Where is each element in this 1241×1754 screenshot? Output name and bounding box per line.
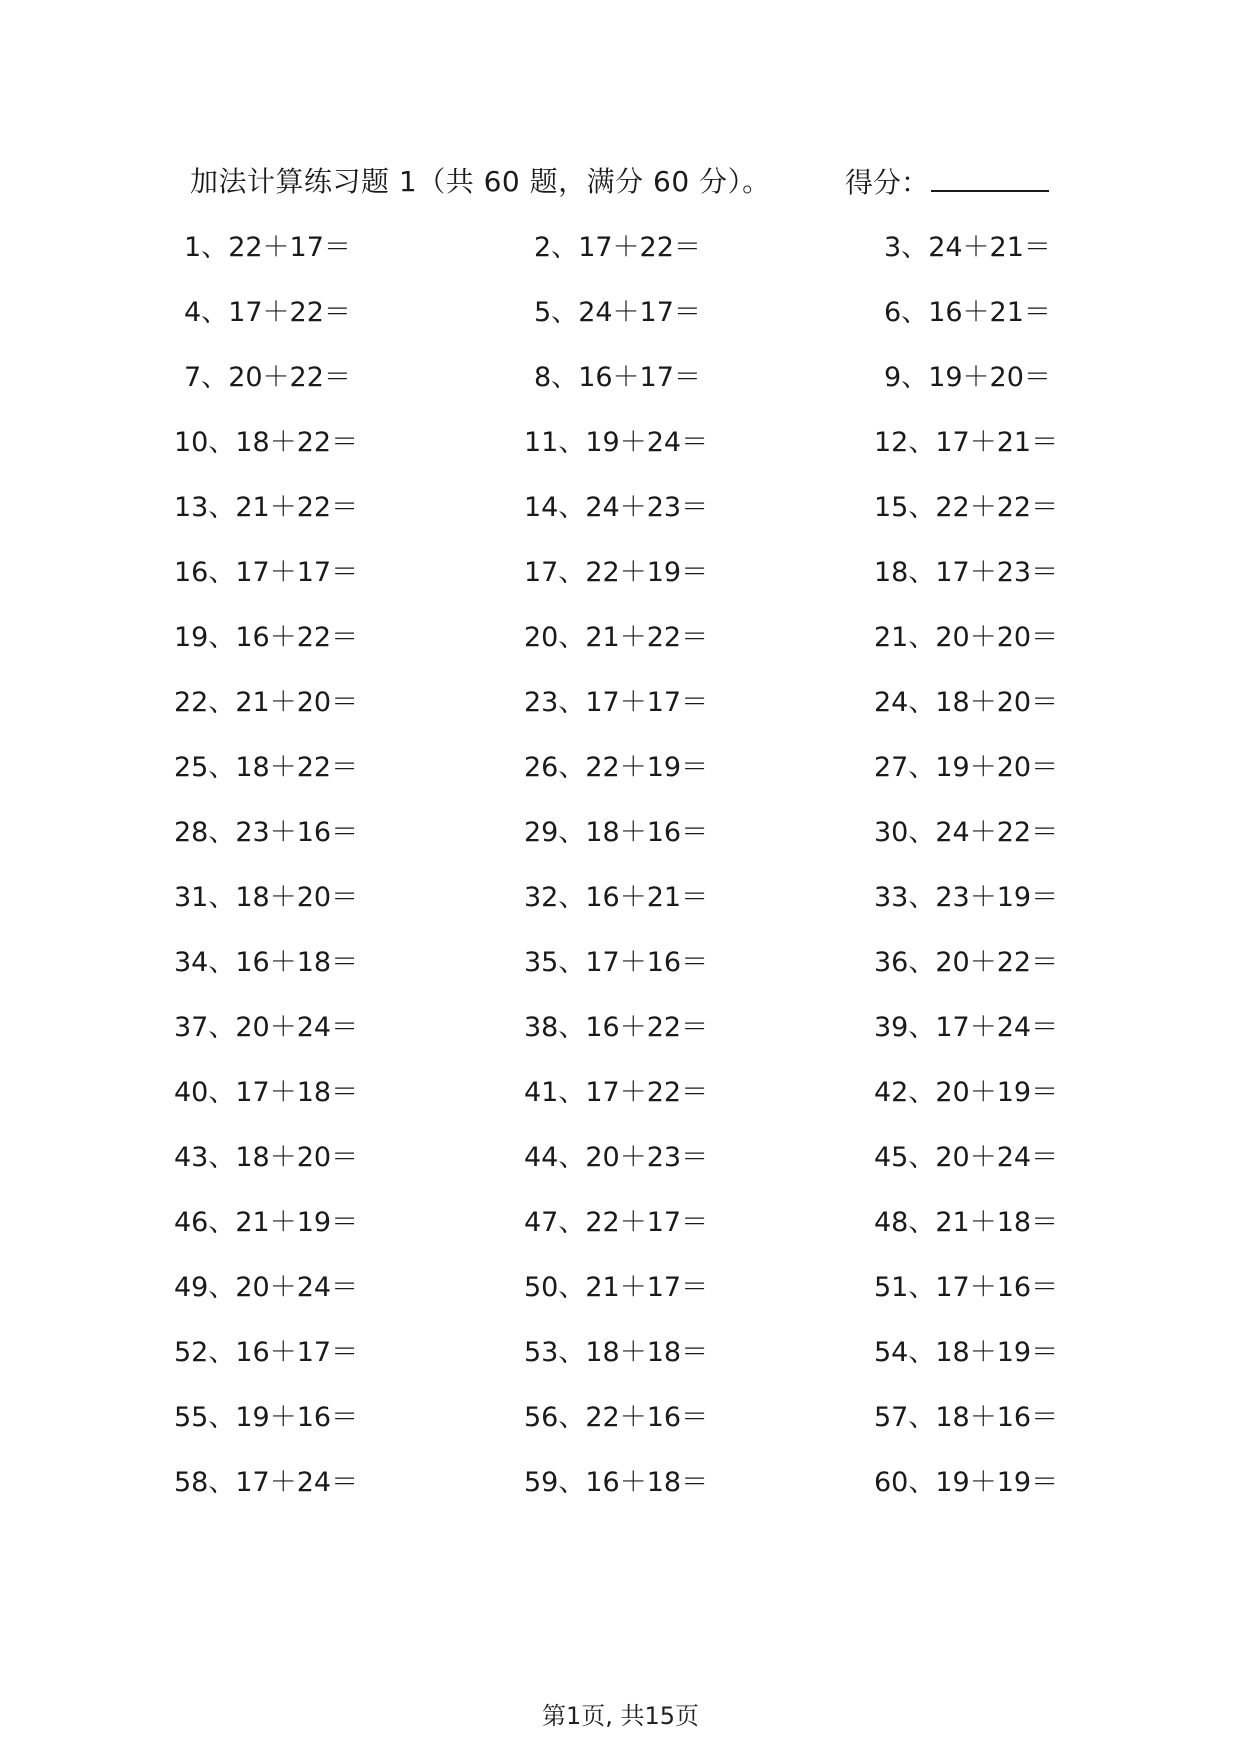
problem-expression: 17＋18＝ (235, 1077, 359, 1108)
problem-item (874, 1203, 1058, 1243)
problem-item (174, 1463, 358, 1503)
problem-expression: 18＋20＝ (935, 687, 1059, 718)
problem-number: 45、 (874, 1142, 936, 1173)
worksheet-title: 加法计算练习题 1（共 60 题，满分 60 分）。 (190, 165, 771, 198)
problem-item (874, 553, 1058, 593)
problem-item (184, 293, 351, 333)
problem-item (524, 618, 708, 658)
problem-number: 48、 (874, 1207, 936, 1238)
problem-expression: 18＋16＝ (935, 1402, 1059, 1433)
problem-number: 10、 (174, 427, 236, 458)
problem-item (524, 1333, 708, 1373)
problem-expression: 18＋20＝ (235, 1142, 359, 1173)
problem-item (524, 1138, 708, 1178)
problem-expression: 21＋17＝ (585, 1272, 709, 1303)
problem-item (874, 878, 1058, 918)
problem-number: 8、 (534, 362, 579, 393)
problem-expression: 20＋22＝ (228, 362, 351, 393)
problem-number: 32、 (524, 882, 586, 913)
problem-expression: 16＋17＝ (578, 362, 701, 393)
problem-item (174, 423, 358, 463)
problem-number: 21、 (874, 622, 936, 653)
problem-item (534, 228, 701, 268)
problem-number: 23、 (524, 687, 586, 718)
problem-expression: 16＋17＝ (235, 1337, 359, 1368)
problem-expression: 20＋24＝ (935, 1142, 1059, 1173)
problem-expression: 16＋21＝ (585, 882, 709, 913)
problem-number: 16、 (174, 557, 236, 588)
problem-number: 37、 (174, 1012, 236, 1043)
problem-expression: 24＋23＝ (585, 492, 709, 523)
problem-number: 57、 (874, 1402, 936, 1433)
problem-number: 54、 (874, 1337, 936, 1368)
problem-expression: 17＋16＝ (935, 1272, 1059, 1303)
problem-item (524, 1268, 708, 1308)
problem-item (874, 1463, 1058, 1503)
problem-item (524, 1398, 708, 1438)
problem-number: 20、 (524, 622, 586, 653)
problem-item (874, 1073, 1058, 1113)
problem-expression: 20＋24＝ (235, 1012, 359, 1043)
problem-expression: 19＋20＝ (928, 362, 1051, 393)
problem-expression: 18＋19＝ (935, 1337, 1059, 1368)
problem-item (524, 1073, 708, 1113)
problem-expression: 20＋24＝ (235, 1272, 359, 1303)
problem-number: 9、 (884, 362, 929, 393)
problem-item (524, 1463, 708, 1503)
problem-number: 6、 (884, 297, 929, 328)
problem-number: 52、 (174, 1337, 236, 1368)
problem-expression: 23＋19＝ (935, 882, 1059, 913)
problem-item (884, 293, 1051, 333)
score-label: 得分： (845, 166, 930, 199)
problem-item (174, 813, 358, 853)
problem-expression: 17＋22＝ (585, 1077, 709, 1108)
problem-item (174, 618, 358, 658)
problem-expression: 21＋20＝ (235, 687, 359, 718)
problem-expression: 18＋22＝ (235, 752, 359, 783)
problem-expression: 19＋20＝ (935, 752, 1059, 783)
problem-number: 19、 (174, 622, 236, 653)
problem-expression: 21＋18＝ (935, 1207, 1059, 1238)
problem-item (874, 1398, 1058, 1438)
problem-number: 36、 (874, 947, 936, 978)
problem-expression: 22＋17＝ (585, 1207, 709, 1238)
problem-item (184, 228, 351, 268)
problem-item (874, 1008, 1058, 1048)
problem-item (874, 943, 1058, 983)
problem-number: 34、 (174, 947, 236, 978)
problem-expression: 17＋23＝ (935, 557, 1059, 588)
problem-item (174, 683, 358, 723)
problem-expression: 17＋22＝ (228, 297, 351, 328)
worksheet-header (190, 160, 1070, 204)
problem-item (174, 1398, 358, 1438)
problem-number: 53、 (524, 1337, 586, 1368)
problem-number: 25、 (174, 752, 236, 783)
problem-number: 35、 (524, 947, 586, 978)
problem-item (524, 1008, 708, 1048)
problem-number: 29、 (524, 817, 586, 848)
problem-expression: 22＋19＝ (585, 557, 709, 588)
score-blank-line[interactable] (931, 160, 1049, 192)
problem-expression: 16＋18＝ (235, 947, 359, 978)
problem-number: 2、 (534, 232, 579, 263)
problem-number: 41、 (524, 1077, 586, 1108)
problem-number: 51、 (874, 1272, 936, 1303)
problem-item (524, 943, 708, 983)
problem-expression: 17＋16＝ (585, 947, 709, 978)
problem-number: 5、 (534, 297, 579, 328)
problem-expression: 17＋22＝ (578, 232, 701, 263)
problem-item (884, 228, 1051, 268)
problem-number: 13、 (174, 492, 236, 523)
problem-expression: 20＋23＝ (585, 1142, 709, 1173)
problem-expression: 18＋20＝ (235, 882, 359, 913)
problem-expression: 17＋24＝ (935, 1012, 1059, 1043)
problem-number: 60、 (874, 1467, 936, 1498)
problem-expression: 20＋22＝ (935, 947, 1059, 978)
problem-item (174, 1073, 358, 1113)
problem-expression: 21＋22＝ (585, 622, 709, 653)
problem-item (174, 1008, 358, 1048)
problem-number: 40、 (174, 1077, 236, 1108)
problem-item (874, 1138, 1058, 1178)
problem-item (524, 878, 708, 918)
problem-item (174, 1333, 358, 1373)
score-field (845, 160, 1049, 205)
problem-number: 31、 (174, 882, 236, 913)
page-footer: 第1页, 共15页 (541, 1702, 700, 1730)
problem-item (874, 1268, 1058, 1308)
problem-expression: 22＋17＝ (228, 232, 351, 263)
problem-item (874, 488, 1058, 528)
problem-expression: 17＋17＝ (585, 687, 709, 718)
problem-number: 39、 (874, 1012, 936, 1043)
problem-number: 26、 (524, 752, 586, 783)
problem-number: 14、 (524, 492, 586, 523)
problem-number: 24、 (874, 687, 936, 718)
problem-item (524, 813, 708, 853)
problem-expression: 16＋18＝ (585, 1467, 709, 1498)
problem-item (524, 488, 708, 528)
problem-item (874, 683, 1058, 723)
problem-expression: 22＋19＝ (585, 752, 709, 783)
problem-number: 49、 (174, 1272, 236, 1303)
problem-expression: 19＋24＝ (585, 427, 709, 458)
problem-number: 55、 (174, 1402, 236, 1433)
problem-expression: 17＋21＝ (935, 427, 1059, 458)
problem-number: 42、 (874, 1077, 936, 1108)
problem-number: 17、 (524, 557, 586, 588)
problem-number: 56、 (524, 1402, 586, 1433)
problem-number: 15、 (874, 492, 936, 523)
problem-number: 44、 (524, 1142, 586, 1173)
problem-number: 28、 (174, 817, 236, 848)
problem-number: 11、 (524, 427, 586, 458)
problem-number: 50、 (524, 1272, 586, 1303)
problem-expression: 22＋16＝ (585, 1402, 709, 1433)
problem-item (874, 618, 1058, 658)
problem-number: 30、 (874, 817, 936, 848)
problem-number: 18、 (874, 557, 936, 588)
problem-item (174, 1203, 358, 1243)
problem-number: 43、 (174, 1142, 236, 1173)
problem-item (174, 1268, 358, 1308)
problem-item (174, 488, 358, 528)
problem-item (534, 293, 701, 333)
problem-expression: 21＋19＝ (235, 1207, 359, 1238)
problem-number: 33、 (874, 882, 936, 913)
problem-expression: 20＋19＝ (935, 1077, 1059, 1108)
problem-expression: 19＋19＝ (935, 1467, 1059, 1498)
problem-expression: 18＋22＝ (235, 427, 359, 458)
problem-item (874, 813, 1058, 853)
problem-item (534, 358, 701, 398)
problem-item (524, 683, 708, 723)
problem-item (524, 748, 708, 788)
problem-expression: 21＋22＝ (235, 492, 359, 523)
problem-item (874, 1333, 1058, 1373)
problem-expression: 16＋22＝ (235, 622, 359, 653)
problem-item (174, 878, 358, 918)
problem-number: 38、 (524, 1012, 586, 1043)
problem-item (174, 553, 358, 593)
problem-item (184, 358, 351, 398)
problem-expression: 24＋22＝ (935, 817, 1059, 848)
problem-number: 3、 (884, 232, 929, 263)
problem-item (524, 423, 708, 463)
problem-number: 12、 (874, 427, 936, 458)
problem-item (874, 748, 1058, 788)
problem-expression: 17＋17＝ (235, 557, 359, 588)
problem-number: 46、 (174, 1207, 236, 1238)
problem-item (524, 553, 708, 593)
problem-item (174, 943, 358, 983)
problem-number: 59、 (524, 1467, 586, 1498)
problem-item (524, 1203, 708, 1243)
problem-number: 4、 (184, 297, 229, 328)
problem-expression: 18＋16＝ (585, 817, 709, 848)
problem-expression: 19＋16＝ (235, 1402, 359, 1433)
problem-number: 47、 (524, 1207, 586, 1238)
problem-item (874, 423, 1058, 463)
problem-expression: 23＋16＝ (235, 817, 359, 848)
problem-item (884, 358, 1051, 398)
problem-item (174, 748, 358, 788)
problem-expression: 18＋18＝ (585, 1337, 709, 1368)
problem-number: 27、 (874, 752, 936, 783)
problem-expression: 24＋21＝ (928, 232, 1051, 263)
problem-number: 58、 (174, 1467, 236, 1498)
problem-expression: 22＋22＝ (935, 492, 1059, 523)
problem-number: 22、 (174, 687, 236, 718)
problem-expression: 17＋24＝ (235, 1467, 359, 1498)
problem-number: 7、 (184, 362, 229, 393)
problem-number: 1、 (184, 232, 229, 263)
problem-expression: 24＋17＝ (578, 297, 701, 328)
problem-expression: 16＋21＝ (928, 297, 1051, 328)
problem-expression: 16＋22＝ (585, 1012, 709, 1043)
problem-item (174, 1138, 358, 1178)
problem-expression: 20＋20＝ (935, 622, 1059, 653)
